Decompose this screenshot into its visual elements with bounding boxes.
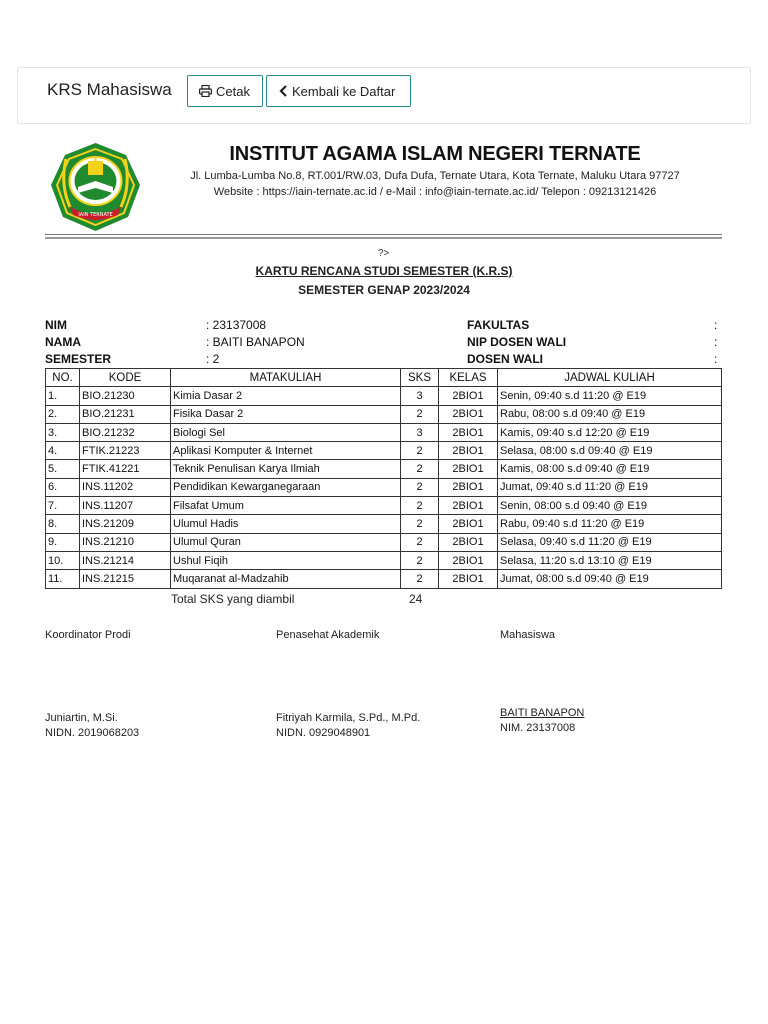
document-semester: SEMESTER GENAP 2023/2024 <box>298 283 470 297</box>
table-row <box>46 497 722 515</box>
cell-sks: 2 <box>401 533 439 551</box>
cell-kelas: 2BIO1 <box>439 405 498 423</box>
cell-jadwal: Senin, 09:40 s.d 11:20 @ E19 <box>498 387 722 405</box>
cell-jadwal: Rabu, 09:40 s.d 11:20 @ E19 <box>498 515 722 533</box>
table-row <box>46 405 722 423</box>
cell-jadwal: Jumat, 08:00 s.d 09:40 @ E19 <box>498 570 722 588</box>
cell-kelas: 2BIO1 <box>439 460 498 478</box>
cell-no: 7. <box>46 497 80 515</box>
nama-label: NAMA <box>45 335 81 349</box>
cell-kelas: 2BIO1 <box>439 570 498 588</box>
cell-no: 5. <box>46 460 80 478</box>
back-button-label: Kembali ke Daftar <box>292 83 396 99</box>
institution-address: Jl. Lumba-Lumba No.8, RT.001/RW.03, Dufa Dufa, Ternate Utara, Kota Ternate, Maluku Utara 97727 <box>190 170 680 182</box>
cell-jadwal: Selasa, 08:00 s.d 09:40 @ E19 <box>498 442 722 460</box>
table-row <box>46 570 722 588</box>
header-divider <box>45 234 722 235</box>
cell-no: 3. <box>46 423 80 441</box>
nip-dosen-wali-label: NIP DOSEN WALI <box>467 335 567 349</box>
cell-kelas: 2BIO1 <box>439 423 498 441</box>
cell-kode: BIO.21230 <box>80 387 171 405</box>
cell-kode: INS.11207 <box>80 497 171 515</box>
cell-kelas: 2BIO1 <box>439 497 498 515</box>
cell-matakuliah: Filsafat Umum <box>171 497 401 515</box>
cell-no: 9. <box>46 533 80 551</box>
cell-jadwal: Kamis, 08:00 s.d 09:40 @ E19 <box>498 460 722 478</box>
cell-matakuliah: Fisika Dasar 2 <box>171 405 401 423</box>
fakultas-label: FAKULTAS <box>467 318 530 332</box>
cell-kelas: 2BIO1 <box>439 515 498 533</box>
dosen-wali-label: DOSEN WALI <box>467 352 544 366</box>
semester-label: SEMESTER <box>45 352 112 366</box>
institution-name: INSTITUT AGAMA ISLAM NEGERI TERNATE <box>229 143 641 165</box>
cell-kode: INS.11202 <box>80 478 171 496</box>
cell-jadwal: Jumat, 09:40 s.d 11:20 @ E19 <box>498 478 722 496</box>
institution-logo <box>48 141 143 233</box>
table-header-row <box>46 369 722 387</box>
chevron-left-icon <box>279 85 288 97</box>
cell-no: 10. <box>46 551 80 569</box>
nim-value: : 23137008 <box>206 318 267 332</box>
cell-no: 2. <box>46 405 80 423</box>
cell-sks: 3 <box>401 423 439 441</box>
cell-kode: FTIK.41221 <box>80 460 171 478</box>
table-row <box>46 551 722 569</box>
header-matakuliah: MATAKULIAH <box>171 369 401 387</box>
total-sks-label: Total SKS yang diambil <box>171 592 295 606</box>
cell-matakuliah: Pendidikan Kewarganegaraan <box>171 478 401 496</box>
back-to-list-button[interactable] <box>266 75 411 107</box>
cell-jadwal: Rabu, 08:00 s.d 09:40 @ E19 <box>498 405 722 423</box>
cell-sks: 2 <box>401 460 439 478</box>
cell-kode: INS.21209 <box>80 515 171 533</box>
penasehat-role: Penasehat Akademik <box>276 629 380 641</box>
dosen-wali-value: : <box>714 352 718 366</box>
fakultas-value: : <box>714 318 718 332</box>
table-row <box>46 515 722 533</box>
cell-sks: 2 <box>401 551 439 569</box>
nama-value: : BAITI BANAPON <box>206 335 305 349</box>
cell-no: 4. <box>46 442 80 460</box>
table-row <box>46 460 722 478</box>
header-no: NO. <box>46 369 80 387</box>
cell-matakuliah: Ushul Fiqih <box>171 551 401 569</box>
cell-kode: BIO.21232 <box>80 423 171 441</box>
cell-kelas: 2BIO1 <box>439 442 498 460</box>
table-row <box>46 442 722 460</box>
cell-kode: BIO.21231 <box>80 405 171 423</box>
mahasiswa-role: Mahasiswa <box>500 629 556 641</box>
header-sks: SKS <box>401 369 439 387</box>
mahasiswa-name: BAITI BANAPON <box>500 707 585 719</box>
cell-kode: INS.21210 <box>80 533 171 551</box>
header-divider-thick <box>45 237 722 239</box>
cell-sks: 3 <box>401 387 439 405</box>
header-jadwal: JADWAL KULIAH <box>498 369 722 387</box>
cell-sks: 2 <box>401 570 439 588</box>
nip-dosen-wali-value: : <box>714 335 718 349</box>
cell-sks: 2 <box>401 442 439 460</box>
cell-jadwal: Senin, 08:00 s.d 09:40 @ E19 <box>498 497 722 515</box>
cell-kelas: 2BIO1 <box>439 551 498 569</box>
cell-kode: INS.21214 <box>80 551 171 569</box>
cell-no: 6. <box>46 478 80 496</box>
printer-icon <box>199 85 212 97</box>
cell-sks: 2 <box>401 515 439 533</box>
document-title: KARTU RENCANA STUDI SEMESTER (K.R.S) <box>255 264 513 278</box>
cell-no: 1. <box>46 387 80 405</box>
cell-jadwal: Kamis, 09:40 s.d 12:20 @ E19 <box>498 423 722 441</box>
cell-matakuliah: Biologi Sel <box>171 423 401 441</box>
cell-kelas: 2BIO1 <box>439 387 498 405</box>
total-sks-value: 24 <box>409 592 423 606</box>
logo-lettering: IAIN TERNATE <box>78 212 113 218</box>
cell-kelas: 2BIO1 <box>439 478 498 496</box>
cell-sks: 2 <box>401 405 439 423</box>
cell-sks: 2 <box>401 497 439 515</box>
cell-matakuliah: Aplikasi Komputer & Internet <box>171 442 401 460</box>
cell-jadwal: Selasa, 11:20 s.d 13:10 @ E19 <box>498 551 722 569</box>
mahasiswa-nim: NIM. 23137008 <box>500 722 576 734</box>
cell-jadwal: Selasa, 09:40 s.d 11:20 @ E19 <box>498 533 722 551</box>
table-row <box>46 423 722 441</box>
print-button-label: Cetak <box>216 83 250 99</box>
cell-matakuliah: Muqaranat al-Madzahib <box>171 570 401 588</box>
koordinator-nidn: NIDN. 2019068203 <box>45 727 140 739</box>
cell-kelas: 2BIO1 <box>439 533 498 551</box>
header-kode: KODE <box>80 369 171 387</box>
cell-no: 8. <box>46 515 80 533</box>
print-button[interactable] <box>187 75 263 107</box>
table-row <box>46 478 722 496</box>
cell-kode: FTIK.21223 <box>80 442 171 460</box>
cell-sks: 2 <box>401 478 439 496</box>
cell-kode: INS.21215 <box>80 570 171 588</box>
table-row <box>46 533 722 551</box>
cell-matakuliah: Ulumul Quran <box>171 533 401 551</box>
koordinator-name: Juniartin, M.Si. <box>45 712 118 724</box>
semester-value: : 2 <box>206 352 220 366</box>
table-row <box>46 387 722 405</box>
krs-table <box>45 368 722 589</box>
krs-toolbar <box>17 67 751 124</box>
cell-matakuliah: Kimia Dasar 2 <box>171 387 401 405</box>
nim-label: NIM <box>45 318 67 332</box>
stray-text: ?> <box>378 248 390 259</box>
koordinator-role: Koordinator Prodi <box>45 629 131 641</box>
cell-no: 11. <box>46 570 80 588</box>
penasehat-nidn: NIDN. 0929048901 <box>276 727 371 739</box>
cell-matakuliah: Teknik Penulisan Karya Ilmiah <box>171 460 401 478</box>
institution-contact: Website : https://iain-ternate.ac.id / e-Mail : info@iain-ternate.ac.id/ Telepon : 09213121426 <box>213 186 657 198</box>
cell-matakuliah: Ulumul Hadis <box>171 515 401 533</box>
header-kelas: KELAS <box>439 369 498 387</box>
penasehat-name: Fitriyah Karmila, S.Pd., M.Pd. <box>276 712 421 724</box>
page-title: KRS Mahasiswa <box>47 80 172 99</box>
